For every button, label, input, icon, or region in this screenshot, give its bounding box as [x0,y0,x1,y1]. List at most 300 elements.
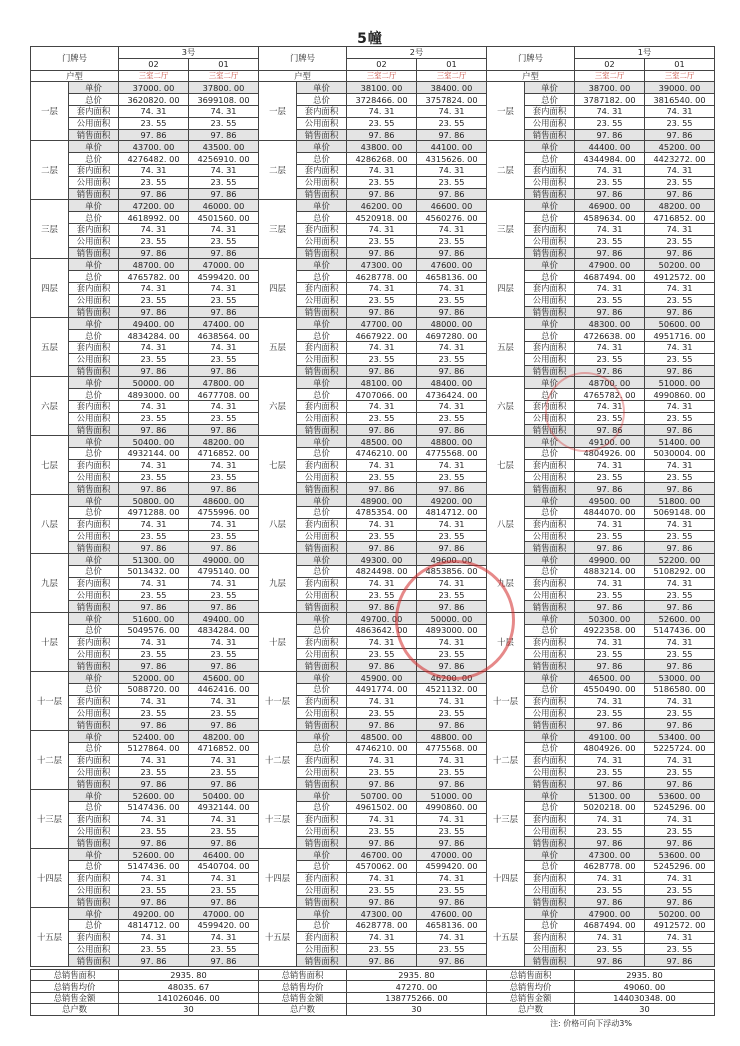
sales-area-value: 97. 86 [417,955,487,967]
floor-label: 三层 [31,200,69,259]
total-price-value: 5147436. 00 [119,860,189,872]
inner-area-value: 74. 31 [417,931,487,943]
unit-price-value: 44100. 00 [417,141,487,153]
unit-price-value: 48800. 00 [417,731,487,743]
public-area-value: 23. 55 [645,176,715,188]
inner-area-value: 74. 31 [575,400,645,412]
total-avg-price-label: 总销售均价 [487,981,575,992]
floor-label: 五层 [487,318,525,377]
floor-label: 九层 [259,554,297,613]
inner-area-label: 套内面积 [297,813,347,825]
unit-price-value: 52600. 00 [645,613,715,625]
floor-label: 二层 [487,141,525,200]
page-title: 5幢 [357,31,383,47]
total-amount-value: 138775266. 00 [347,992,487,1003]
unit-number: 02 [119,58,189,70]
total-price-label: 总价 [69,271,119,283]
public-area-value: 23. 55 [575,825,645,837]
inner-area-value: 74. 31 [575,164,645,176]
total-price-label: 总价 [297,271,347,283]
public-area-value: 23. 55 [119,766,189,778]
sales-area-label: 销售面积 [525,129,575,141]
total-price-value: 4912572. 00 [645,271,715,283]
unit-price-value: 49300. 00 [347,554,417,566]
total-price-value: 4520918. 00 [347,212,417,224]
total-price-value: 4765782. 00 [119,271,189,283]
unit-price-value: 47900. 00 [575,908,645,920]
header-row [31,47,259,59]
sales-area-value: 97. 86 [575,896,645,908]
sales-area-value: 97. 86 [119,719,189,731]
type-label: 户型 [487,70,575,82]
total-price-value: 4961502. 00 [347,802,417,814]
unit-price-value: 52400. 00 [119,731,189,743]
total-price-value: 4570062. 00 [347,860,417,872]
total-price-value: 4697280. 00 [417,330,487,342]
total-price-value: 4618992. 00 [119,212,189,224]
total-amount-label: 总销售金额 [31,992,119,1003]
sales-area-value: 97. 86 [189,955,259,967]
floor-label: 十四层 [487,849,525,908]
total-price-label: 总价 [297,743,347,755]
unit-price-value: 38100. 00 [347,82,417,94]
inner-area-value: 74. 31 [347,518,417,530]
inner-area-value: 74. 31 [189,754,259,766]
floor-label: 五层 [31,318,69,377]
inner-area-value: 74. 31 [417,105,487,117]
total-price-value: 4814712. 00 [119,919,189,931]
public-area-label: 公用面积 [69,766,119,778]
public-area-value: 23. 55 [189,353,259,365]
sales-area-value: 97. 86 [347,896,417,908]
floor-data-row [259,318,487,330]
unit-price-value: 49900. 00 [575,554,645,566]
floor-label: 七层 [487,436,525,495]
total-price-label: 总价 [297,94,347,106]
total-price-label: 总价 [525,448,575,460]
public-area-value: 23. 55 [189,412,259,424]
total-price-value: 4462416. 00 [189,684,259,696]
total-sales-area-label: 总销售面积 [31,970,119,981]
public-area-label: 公用面积 [525,589,575,601]
sales-area-value: 97. 86 [417,306,487,318]
unit-price-value: 49400. 00 [189,613,259,625]
inner-area-value: 74. 31 [417,518,487,530]
total-price-label: 总价 [525,330,575,342]
floor-data-row [259,200,487,212]
inner-area-value: 74. 31 [189,282,259,294]
total-price-value: 4276482. 00 [119,153,189,165]
sales-area-label: 销售面积 [297,129,347,141]
building-totals [30,969,258,1016]
unit-price-value: 47300. 00 [347,259,417,271]
sales-area-label: 销售面积 [297,365,347,377]
public-area-value: 23. 55 [189,766,259,778]
floor-label: 六层 [31,377,69,436]
sales-area-label: 销售面积 [69,542,119,554]
total-price-value: 3728466. 00 [347,94,417,106]
total-price-value: 4932144. 00 [189,802,259,814]
unit-price-label: 单价 [297,554,347,566]
public-area-label: 公用面积 [297,471,347,483]
unit-price-label: 单价 [69,908,119,920]
floor-data-row [487,259,715,271]
public-area-value: 23. 55 [119,884,189,896]
unit-price-value: 48500. 00 [347,436,417,448]
public-area-value: 23. 55 [347,884,417,896]
total-price-label: 总价 [69,743,119,755]
public-area-value: 23. 55 [347,353,417,365]
unit-price-value: 47800. 00 [189,377,259,389]
total-price-label: 总价 [69,212,119,224]
total-price-value: 4785354. 00 [347,507,417,519]
unit-price-value: 48700. 00 [119,259,189,271]
sales-area-value: 97. 86 [417,719,487,731]
public-area-value: 23. 55 [119,117,189,129]
inner-area-value: 74. 31 [645,695,715,707]
floor-data-row [259,908,487,920]
inner-area-value: 74. 31 [189,577,259,589]
total-price-value: 4707066. 00 [347,389,417,401]
total-price-label: 总价 [525,271,575,283]
sales-area-value: 97. 86 [347,542,417,554]
total-price-value: 3787182. 00 [575,94,645,106]
public-area-value: 23. 55 [645,235,715,247]
floor-label: 四层 [31,259,69,318]
public-area-label: 公用面积 [297,294,347,306]
public-area-label: 公用面积 [69,117,119,129]
inner-area-label: 套内面积 [297,223,347,235]
inner-area-label: 套内面积 [525,223,575,235]
sales-area-value: 97. 86 [417,837,487,849]
unit-price-label: 单价 [297,200,347,212]
inner-area-value: 74. 31 [645,518,715,530]
unit-type: 三室二厅 [347,70,417,82]
sales-area-value: 97. 86 [189,896,259,908]
unit-price-value: 48100. 00 [347,377,417,389]
public-area-value: 23. 55 [189,943,259,955]
inner-area-label: 套内面积 [525,813,575,825]
total-price-label: 总价 [297,389,347,401]
total-units-label: 总户数 [259,1004,347,1015]
floor-label: 五层 [259,318,297,377]
sales-area-label: 销售面积 [69,837,119,849]
header-row [487,47,715,59]
totals-row [259,970,487,981]
floor-data-row [259,554,487,566]
floor-label: 十四层 [259,849,297,908]
inner-area-value: 74. 31 [575,872,645,884]
unit-price-value: 43500. 00 [189,141,259,153]
total-price-value: 4256910. 00 [189,153,259,165]
unit-price-label: 单价 [525,731,575,743]
public-area-value: 23. 55 [417,412,487,424]
floor-label: 十一层 [487,672,525,731]
total-price-value: 5088720. 00 [119,684,189,696]
inner-area-value: 74. 31 [347,636,417,648]
floor-data-row [259,436,487,448]
total-price-value: 4658136. 00 [417,271,487,283]
floor-data-row [487,141,715,153]
public-area-value: 23. 55 [347,471,417,483]
floor-label: 十层 [487,613,525,672]
inner-area-value: 74. 31 [575,459,645,471]
public-area-value: 23. 55 [347,412,417,424]
floor-data-row [31,672,259,684]
public-area-label: 公用面积 [297,235,347,247]
total-price-label: 总价 [297,860,347,872]
inner-area-value: 74. 31 [575,341,645,353]
public-area-value: 23. 55 [645,648,715,660]
sales-area-label: 销售面积 [69,660,119,672]
unit-price-value: 47300. 00 [575,849,645,861]
unit-price-value: 50000. 00 [417,613,487,625]
total-price-value: 4667922. 00 [347,330,417,342]
inner-area-value: 74. 31 [347,872,417,884]
unit-price-value: 43700. 00 [119,141,189,153]
type-row [31,70,259,82]
public-area-value: 23. 55 [189,825,259,837]
total-price-value: 4883214. 00 [575,566,645,578]
public-area-value: 23. 55 [119,353,189,365]
building-name: 3号 [119,47,259,59]
sales-area-value: 97. 86 [645,247,715,259]
public-area-label: 公用面积 [297,530,347,542]
public-area-label: 公用面积 [297,884,347,896]
sales-area-value: 97. 86 [347,424,417,436]
public-area-value: 23. 55 [575,884,645,896]
unit-number: 01 [645,58,715,70]
public-area-value: 23. 55 [119,412,189,424]
floor-label: 七层 [259,436,297,495]
inner-area-value: 74. 31 [417,577,487,589]
total-price-label: 总价 [525,94,575,106]
inner-area-value: 74. 31 [119,105,189,117]
public-area-value: 23. 55 [189,471,259,483]
total-units-label: 总户数 [487,1004,575,1015]
public-area-value: 23. 55 [645,707,715,719]
sales-area-label: 销售面积 [525,483,575,495]
inner-area-value: 74. 31 [575,636,645,648]
floor-label: 十三层 [259,790,297,849]
unit-price-label: 单价 [297,318,347,330]
inner-area-value: 74. 31 [189,813,259,825]
inner-area-value: 74. 31 [417,341,487,353]
unit-price-value: 44400. 00 [575,141,645,153]
public-area-value: 23. 55 [645,412,715,424]
inner-area-label: 套内面积 [297,518,347,530]
floor-label: 八层 [487,495,525,554]
total-price-value: 3757824. 00 [417,94,487,106]
totals-row [487,981,715,992]
total-price-value: 5147436. 00 [119,802,189,814]
public-area-label: 公用面积 [69,943,119,955]
sales-area-label: 销售面积 [297,247,347,259]
sales-area-value: 97. 86 [119,660,189,672]
total-price-value: 4912572. 00 [645,919,715,931]
sales-area-value: 97. 86 [347,719,417,731]
unit-price-value: 47300. 00 [347,908,417,920]
type-label: 户型 [31,70,119,82]
inner-area-value: 74. 31 [119,931,189,943]
unit-price-value: 50200. 00 [645,908,715,920]
total-price-label: 总价 [525,389,575,401]
total-price-label: 总价 [297,448,347,460]
inner-area-label: 套内面积 [297,282,347,294]
sales-area-label: 销售面积 [525,719,575,731]
inner-area-value: 74. 31 [347,164,417,176]
unit-price-value: 49600. 00 [417,554,487,566]
public-area-label: 公用面积 [297,589,347,601]
floor-data-row [259,259,487,271]
sales-area-value: 97. 86 [189,719,259,731]
inner-area-value: 74. 31 [189,223,259,235]
total-price-label: 总价 [297,919,347,931]
sales-area-value: 97. 86 [575,542,645,554]
public-area-value: 23. 55 [347,648,417,660]
unit-price-value: 45900. 00 [347,672,417,684]
public-area-value: 23. 55 [575,117,645,129]
inner-area-label: 套内面积 [297,459,347,471]
total-price-label: 总价 [297,802,347,814]
unit-price-label: 单价 [297,259,347,271]
building-name: 2号 [347,47,487,59]
sales-area-value: 97. 86 [575,247,645,259]
unit-price-value: 46500. 00 [575,672,645,684]
inner-area-label: 套内面积 [525,400,575,412]
unit-price-label: 单价 [297,495,347,507]
total-price-label: 总价 [297,566,347,578]
total-price-value: 4932144. 00 [119,448,189,460]
unit-price-label: 单价 [69,259,119,271]
floor-data-row [31,377,259,389]
building-totals [486,969,714,1016]
unit-price-label: 单价 [297,141,347,153]
sales-area-value: 97. 86 [189,129,259,141]
total-price-label: 总价 [69,153,119,165]
inner-area-label: 套内面积 [69,341,119,353]
total-amount-value: 141026046. 00 [119,992,259,1003]
total-price-label: 总价 [69,919,119,931]
sales-area-label: 销售面积 [69,601,119,613]
sales-area-label: 销售面积 [69,129,119,141]
total-avg-price-value: 47270. 00 [347,981,487,992]
floor-data-row [259,495,487,507]
sales-area-value: 97. 86 [119,601,189,613]
sales-area-value: 97. 86 [119,247,189,259]
inner-area-value: 74. 31 [575,577,645,589]
total-price-label: 总价 [525,566,575,578]
floor-label: 四层 [487,259,525,318]
total-price-value: 5069148. 00 [645,507,715,519]
inner-area-label: 套内面积 [69,872,119,884]
sales-area-label: 销售面积 [69,365,119,377]
total-price-label: 总价 [525,212,575,224]
public-area-label: 公用面积 [525,235,575,247]
public-area-label: 公用面积 [297,707,347,719]
public-area-label: 公用面积 [525,294,575,306]
sales-area-value: 97. 86 [645,778,715,790]
sales-area-value: 97. 86 [417,660,487,672]
inner-area-label: 套内面积 [525,754,575,766]
sales-area-value: 97. 86 [119,542,189,554]
sales-area-value: 97. 86 [575,837,645,849]
unit-price-value: 38400. 00 [417,82,487,94]
unit-price-value: 48200. 00 [189,436,259,448]
sales-area-value: 97. 86 [645,129,715,141]
floor-data-row [31,141,259,153]
unit-price-value: 53600. 00 [645,790,715,802]
unit-price-value: 47200. 00 [119,200,189,212]
inner-area-value: 74. 31 [645,813,715,825]
inner-area-value: 74. 31 [119,872,189,884]
floor-data-row [487,790,715,802]
public-area-value: 23. 55 [347,294,417,306]
floor-data-row [31,908,259,920]
public-area-value: 23. 55 [417,707,487,719]
public-area-value: 23. 55 [347,825,417,837]
public-area-value: 23. 55 [645,471,715,483]
inner-area-value: 74. 31 [119,577,189,589]
total-price-value: 4804926. 00 [575,448,645,460]
total-sales-area-label: 总销售面积 [259,970,347,981]
floor-data-row [487,849,715,861]
unit-price-label: 单价 [69,82,119,94]
public-area-value: 23. 55 [645,294,715,306]
inner-area-value: 74. 31 [119,400,189,412]
total-price-value: 4795140. 00 [189,566,259,578]
unit-price-value: 39000. 00 [645,82,715,94]
public-area-label: 公用面积 [297,176,347,188]
sales-area-value: 97. 86 [645,424,715,436]
total-price-value: 3620820. 00 [119,94,189,106]
floor-label: 十二层 [31,731,69,790]
public-area-value: 23. 55 [347,235,417,247]
floor-label: 一层 [487,82,525,141]
inner-area-label: 套内面积 [297,341,347,353]
public-area-label: 公用面积 [69,294,119,306]
public-area-value: 23. 55 [575,471,645,483]
floor-data-row [487,318,715,330]
total-price-value: 4521132. 00 [417,684,487,696]
inner-area-value: 74. 31 [189,341,259,353]
unit-price-label: 单价 [297,849,347,861]
total-price-value: 3699108. 00 [189,94,259,106]
sales-area-value: 97. 86 [645,719,715,731]
unit-price-value: 51000. 00 [417,790,487,802]
public-area-value: 23. 55 [347,766,417,778]
total-price-value: 4638564. 00 [189,330,259,342]
sales-area-value: 97. 86 [189,542,259,554]
totals-row [259,981,487,992]
public-area-label: 公用面积 [69,412,119,424]
floor-label: 四层 [259,259,297,318]
price-note: 注: 价格可向下浮动3% [550,1019,632,1028]
inner-area-label: 套内面积 [69,636,119,648]
public-area-label: 公用面积 [297,117,347,129]
sales-area-value: 97. 86 [347,778,417,790]
inner-area-value: 74. 31 [347,931,417,943]
public-area-value: 23. 55 [347,943,417,955]
sales-area-label: 销售面积 [525,660,575,672]
sales-area-value: 97. 86 [347,837,417,849]
floor-data-row [487,554,715,566]
inner-area-label: 套内面积 [525,282,575,294]
public-area-value: 23. 55 [417,117,487,129]
floor-label: 六层 [259,377,297,436]
floor-label: 十二层 [259,731,297,790]
unit-price-value: 50400. 00 [119,436,189,448]
